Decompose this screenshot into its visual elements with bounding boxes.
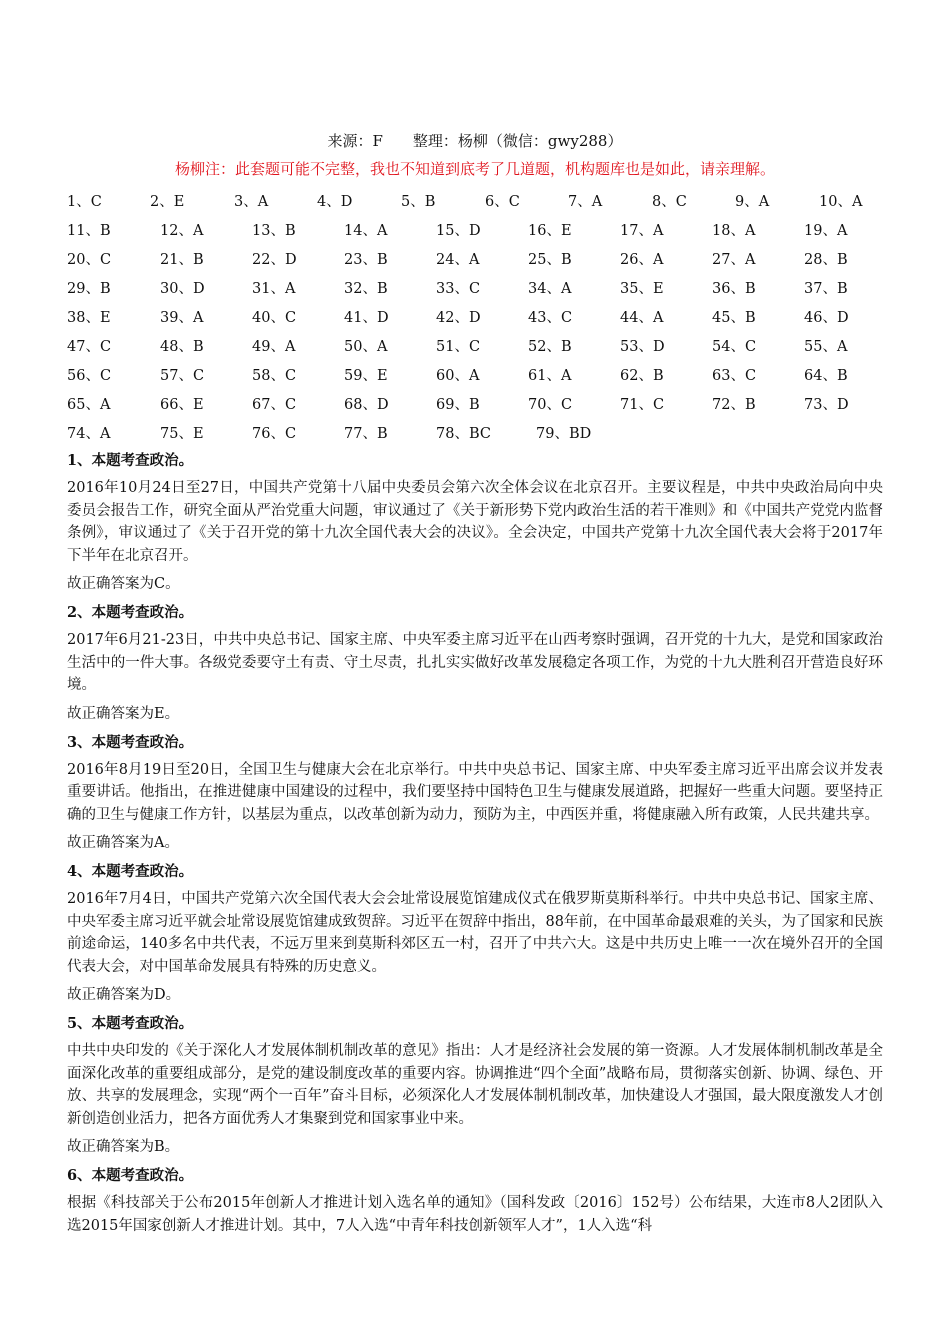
question-heading: 5、本题考查政治。 — [67, 1015, 194, 1032]
answer-cell: 41、D — [344, 310, 389, 326]
answer-cell: 15、D — [436, 223, 481, 239]
answer-cell: 6、C — [485, 194, 520, 210]
question-explanation: 2016年7月4日，中国共产党第六次全国代表大会会址常设展览馆建成仪式在俄罗斯莫斯科举行。中共中央总书记、国家主席、中央军委主席习近平就会址常设展览馆建成致贺辞。习近平在贺辞中指出，88年前，在中国革命最艰难的关头，为了国家和民族前途命运，140多名中共代表，不远万里来到莫斯科郊区五一村，召开了中共六大。这是中共历史上唯一一次在境外召开的全国代表大会，对中国革命发展具有特殊的历史意义。 — [67, 891, 883, 975]
answer-row — [67, 273, 917, 302]
answer-cell: 44、A — [620, 310, 664, 326]
answer-cell: 73、D — [804, 397, 849, 413]
answer-cell: 25、B — [528, 252, 572, 268]
answer-cell: 75、E — [160, 426, 204, 442]
answer-cell: 22、D — [252, 252, 297, 268]
answer-cell: 58、C — [252, 368, 297, 384]
answer-cell: 37、B — [804, 281, 848, 297]
answer-cell: 10、A — [819, 194, 863, 210]
answer-row — [67, 418, 917, 447]
answer-cell: 56、C — [67, 368, 112, 384]
answer-row — [67, 186, 917, 215]
answer-cell: 8、C — [652, 194, 687, 210]
answer-cell: 66、E — [160, 397, 204, 413]
answer-cell: 74、A — [67, 426, 111, 442]
answer-cell: 61、A — [528, 368, 572, 384]
answer-row — [67, 302, 917, 331]
answer-row — [67, 215, 917, 244]
answer-cell: 16、E — [528, 223, 572, 239]
answer-cell: 31、A — [252, 281, 296, 297]
question-explanation: 2017年6月21-23日，中共中央总书记、国家主席、中央军委主席习近平在山西考察时强调，召开党的十九大，是党和国家政治生活中的一件大事。各级党委要守土有责、守土尽责，扎扎实实做好改革发展稳定各项工作，为党的十九大胜利召开营造良好环境。 — [67, 632, 883, 693]
answer-cell: 59、E — [344, 368, 388, 384]
source-line: 来源：F 整理：杨柳（微信：gwy288） — [327, 132, 623, 150]
correct-answer: 故正确答案为C。 — [67, 576, 180, 592]
answer-cell: 33、C — [436, 281, 481, 297]
answer-cell: 36、B — [712, 281, 756, 297]
answer-cell: 42、D — [436, 310, 481, 326]
question-explanation: 中共中央印发的《关于深化人才发展体制机制改革的意见》指出：人才是经济社会发展的第一资源。人才发展体制机制改革是全面深化改革的重要组成部分，是党的建设制度改革的重要内容。协调推进“四个全面”战略布局，贯彻落实创新、协调、绿色、开放、共享的发展理念，实现“两个一百年”奋斗目标，必须深化人才发展体制机制改革，加快建设人才强国，最大限度激发人才创新创造创业活力，把各方面优秀人才集聚到党和国家事业中来。 — [67, 1043, 883, 1127]
answer-cell: 24、A — [436, 252, 480, 268]
answer-cell: 64、B — [804, 368, 848, 384]
answer-cell: 38、E — [67, 310, 111, 326]
answer-cell: 2、E — [150, 194, 185, 210]
correct-answer: 故正确答案为D。 — [67, 987, 181, 1003]
answer-cell: 12、A — [160, 223, 204, 239]
answer-row — [67, 244, 917, 273]
editor-note: 杨柳注：此套题可能不完整，我也不知道到底考了几道题，机构题库也是如此，请亲理解。 — [174, 160, 775, 178]
answer-row — [67, 389, 917, 418]
answer-cell: 68、D — [344, 397, 389, 413]
answer-cell: 5、B — [401, 194, 436, 210]
answer-cell: 48、B — [160, 339, 204, 355]
answer-cell: 7、A — [568, 194, 603, 210]
answer-cell: 35、E — [620, 281, 664, 297]
question-heading: 6、本题考查政治。 — [67, 1167, 194, 1184]
question-explanation: 根据《科技部关于公布2015年创新人才推进计划入选名单的通知》（国科发政〔2016〕152号）公布结果，大连市8人2团队入选2015年国家创新人才推进计划。其中，7人入选“中青年科技创新领军人才”，1人入选“科 — [67, 1195, 883, 1234]
question-explanation: 2016年10月24日至27日，中国共产党第十八届中央委员会第六次全体会议在北京召开。主要议程是，中共中央政治局向中央委员会报告工作，研究全面从严治党重大问题，审议通过了《关于新形势下党内政治生活的若干准则》和《中国共产党党内监督条例》，审议通过了《关于召开党的第十九次全国代表大会的决议》。全会决定，中国共产党第十九次全国代表大会将于2017年下半年在北京召开。 — [67, 480, 883, 564]
answer-cell: 13、B — [252, 223, 296, 239]
answer-cell: 21、B — [160, 252, 204, 268]
question-heading: 3、本题考查政治。 — [67, 733, 194, 751]
answer-cell: 54、C — [712, 339, 757, 355]
answer-cell: 14、A — [344, 223, 388, 239]
answer-cell: 18、A — [712, 223, 756, 239]
answer-cell: 34、A — [528, 281, 572, 297]
answer-cell: 51、C — [436, 339, 481, 355]
answer-cell: 69、B — [436, 397, 480, 413]
answer-cell: 45、B — [712, 310, 756, 326]
answer-cell: 3、A — [234, 194, 269, 210]
answer-cell: 77、B — [344, 426, 388, 442]
answer-cell: 78、BC — [436, 426, 491, 442]
answer-cell: 70、C — [528, 397, 573, 413]
answer-cell: 43、C — [528, 310, 573, 326]
answer-cell: 62、B — [620, 368, 664, 384]
answer-cell: 29、B — [67, 281, 111, 297]
answer-cell: 65、A — [67, 397, 111, 413]
answer-cell: 63、C — [712, 368, 757, 384]
answer-cell: 50、A — [344, 339, 388, 355]
answer-cell: 46、D — [804, 310, 849, 326]
answer-cell: 49、A — [252, 339, 296, 355]
answer-cell: 60、A — [436, 368, 480, 384]
answer-cell: 52、B — [528, 339, 572, 355]
answer-cell: 40、C — [252, 310, 297, 326]
answer-cell: 47、C — [67, 339, 112, 355]
answer-cell: 28、B — [804, 252, 848, 268]
answer-cell: 30、D — [160, 281, 205, 297]
answer-cell: 79、BD — [536, 426, 592, 442]
answer-cell: 26、A — [620, 252, 664, 268]
answer-cell: 20、C — [67, 252, 112, 268]
answer-cell: 55、A — [804, 339, 848, 355]
question-heading: 4、本题考查政治。 — [67, 863, 194, 880]
answer-cell: 1、C — [67, 194, 102, 210]
correct-answer: 故正确答案为B。 — [67, 1139, 180, 1155]
explanations — [67, 449, 883, 1241]
answer-cell: 67、C — [252, 397, 297, 413]
answer-cell: 11、B — [67, 223, 111, 239]
answer-cell: 17、A — [620, 223, 664, 239]
correct-answer: 故正确答案为A。 — [67, 835, 179, 851]
answer-cell: 72、B — [712, 397, 756, 413]
answer-cell: 32、B — [344, 281, 388, 297]
answer-row — [67, 360, 917, 389]
answer-cell: 4、D — [317, 194, 353, 210]
question-heading: 2、本题考查政治。 — [67, 604, 194, 621]
question-explanation: 2016年8月19日至20日，全国卫生与健康大会在北京举行。中共中央总书记、国家主席、中央军委主席习近平出席会议并发表重要讲话。他指出，在推进健康中国建设的过程中，我们要坚持中国特色卫生与健康发展道路，把握好一些重大问题。要坚持正确的卫生与健康工作方针，以基层为重点，以改革创新为动力，预防为主，中西医并重，将健康融入所有政策，人民共建共享。 — [67, 761, 883, 823]
answer-cell: 27、A — [712, 252, 756, 268]
question-heading: 1、本题考查政治。 — [67, 452, 194, 469]
answer-cell: 19、A — [804, 223, 848, 239]
answer-row — [67, 331, 917, 360]
answer-key-grid — [67, 186, 917, 447]
answer-cell: 76、C — [252, 426, 297, 442]
answer-cell: 9、A — [735, 194, 770, 210]
answer-cell: 39、A — [160, 310, 204, 326]
answer-cell: 71、C — [620, 397, 665, 413]
answer-cell: 23、B — [344, 252, 388, 268]
answer-cell: 57、C — [160, 368, 205, 384]
answer-cell: 53、D — [620, 339, 665, 355]
correct-answer: 故正确答案为E。 — [67, 705, 180, 722]
